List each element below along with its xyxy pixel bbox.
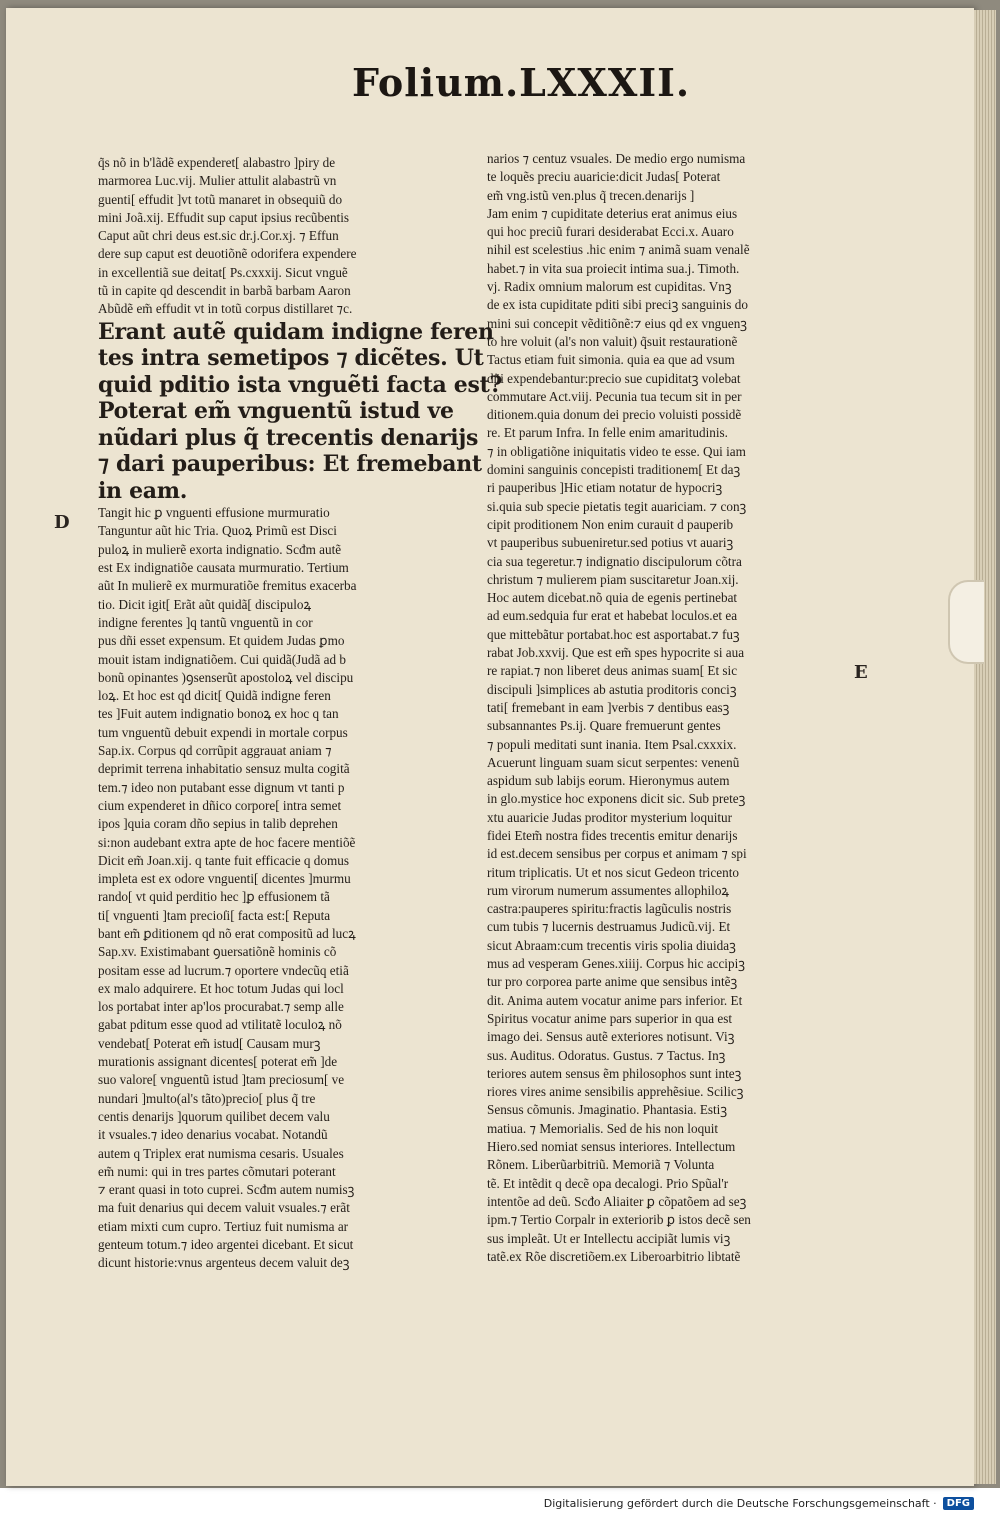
text-line: ti[ vnguenti ]tam precioſi[ facta est:[ Reputa [98, 907, 331, 923]
text-line: mouit istam indignatiõem. Cui quidã(Judã ad b [98, 651, 346, 667]
text-line: Jam enim ⁊ cupiditate deterius erat animus eius [487, 205, 738, 221]
text-line: mini sui concepit vẽditiõnẽ:⁊ eius qd ex vnguenꝫ [487, 315, 748, 331]
text-line: in excellentiã sue deitat[ Ps.cxxxij. Sicut vnguẽ [98, 264, 348, 280]
text-line: commutare Act.viij. Pecunia tua tecum sit in per [487, 388, 742, 404]
margin-letter-left: D [54, 512, 70, 533]
text-line: teriores autem sensus ẽm philosophos sunt inteꝫ [487, 1065, 742, 1081]
text-line: que mittebãtur portabat.hoc est asportabat.⁊ fuꝫ [487, 626, 740, 642]
text-line: discipuli ]simplices ab astutia proditoris conciꝫ [487, 681, 737, 697]
text-line: guenti[ effudit ]vt totũ manaret in obsequiũ do [98, 191, 343, 207]
text-line: bant em̃ ꝑditionem qd nõ erat compositũ ad lucꝝ [98, 926, 356, 941]
text-line: cia sua tegeretur.⁊ indignatio discipulorum cõtra [487, 553, 742, 569]
text-line: ri pauperibus ]Hic etiam notatur de hypocriꝫ [487, 480, 723, 496]
text-line: riores vires anime sensibilis apprehẽsiue. Scilicꝫ [487, 1084, 744, 1100]
text-line: centis denarijs ]quorum quilibet decem valu [98, 1108, 330, 1124]
text-line: dicunt historie:vnus argenteus decem valuit deꝫ [98, 1255, 350, 1271]
text-line: mus ad vesperam Genes.xiiij. Corpus hic accipiꝫ [487, 956, 745, 972]
text-line: ad eum.sedquia fur erat et habebat loculos.et ea [487, 608, 738, 624]
text-line: imago dei. Sensus autẽ exteriores notisunt. Viꝫ [487, 1029, 735, 1045]
text-line: Dicit em̃ Joan.xij. q tante fuit efficacie q domus [98, 852, 349, 868]
text-line: loꝝ. Et hoc est qd dicit[ Quidã indigne feren [98, 688, 331, 704]
text-line: em̃ vng.istũ ven.plus q̃ trecen.denarijs ] [487, 187, 695, 203]
text-line: qui hoc preciũ furari desiderabat Ecci.x. Auaro [487, 224, 734, 240]
text-line: Tactus etiam fuit simonia. quia ea que ad vsum [487, 352, 735, 368]
text-line: genteum totum.⁊ ideo argentei dicebant. Et sicut [98, 1237, 354, 1253]
text-line: est Ex indignatiõe causata murmuratio. Tertium [98, 560, 349, 576]
text-line: it vsuales.⁊ ideo denarius vocabat. Notandũ [98, 1127, 328, 1143]
left-text-column [98, 154, 503, 1273]
text-line: etiam mixti cum cupro. Tertiuz fuit numisma ar [98, 1218, 349, 1234]
text-line: indigne ferentes ]q tantũ vnguentũ in cor [98, 614, 313, 630]
text-line: tũ in capite qd descendit in barbã barbam Aaron [98, 283, 351, 299]
text-line: positam esse ad lucrum.⁊ oportere vndecũq etiã [98, 962, 349, 978]
text-line: tatẽ.ex Rõe discretiõem.ex Liberoarbitrio libtatẽ [487, 1248, 741, 1264]
text-line: si.quia sub specie pietatis tegit auariciam. ⁊ conꝫ [487, 498, 747, 514]
text-line: ⁊ in obligatiõne iniquitatis video te esse. Qui iam [487, 443, 746, 459]
text-line: pus dñi esset expensum. Et quidem Judas ꝑmo [98, 633, 345, 649]
text-line: ⁊ dari pauperibus: Et fremebant [98, 451, 482, 478]
text-line: intentõe ad deũ. Scđo Aliaiter ꝑ cõpatõem ad seꝫ [487, 1193, 747, 1209]
text-line: deprimit terrena inhabitatio sensuz multa cogitã [98, 761, 350, 777]
text-line: ex malo adquirere. Et hoc totum Judas qui locl [98, 980, 344, 996]
text-line: em̃ numi: qui in tres partes cõmutari poterant [98, 1163, 336, 1179]
page-edges [974, 10, 996, 1484]
text-line: impleta est ex odore vnguenti[ dicentes ]murmu [98, 871, 351, 887]
text-line: nundari ]multo(al's tãto)precio[ plus q̃ tre [98, 1090, 316, 1106]
text-line: bonũ opinantes )ꝯsenserũt apostoloꝝ vel discipu [98, 669, 354, 685]
text-line: rando[ vt quid perditio hec ]ꝑ effusionem tã [98, 889, 330, 905]
text-line: Hoc autem dicebat.nõ quia de egenis pertinebat [487, 590, 738, 606]
page-clip [948, 580, 984, 664]
text-line: sus impleãt. Ut er Intellectu accipiãt lumis viꝫ [487, 1230, 731, 1246]
text-line: narios ⁊ centuz vsuales. De medio ergo numisma [487, 151, 746, 166]
text-line: tes ]Fuit autem indignatio bonoꝝ ex hoc q tan [98, 706, 339, 722]
text-line: Spiritus vocatur anime pars superior in qua est [487, 1010, 733, 1026]
text-line: re. Et parum Infra. In felle enim amaritudinis. [487, 425, 728, 441]
text-line: mini Joã.xij. Effudit sup caput ipsius recũbentis [98, 209, 350, 225]
text-line: tati[ fremebant in eam ]verbis ⁊ dentibus easꝫ [487, 699, 730, 715]
text-line: dere sup caput est deuotiõnẽ odorifera expendere [98, 246, 357, 262]
text-line: to hre voluit (al's non valuit) q̃suit restaurationẽ [487, 333, 738, 349]
text-line: tes intra semetipos ⁊ dicẽtes. Ut [98, 345, 484, 372]
text-line: re rapiat.⁊ non liberet deus animas suam[ Et sic [487, 663, 738, 679]
text-line: te loquẽs preciu auaricie:dicit Judas[ Poterat [487, 169, 721, 185]
text-line: dit. Anima autem vocatur anime pars inferior. Et [487, 992, 743, 1008]
text-line: marmorea Luc.vij. Mulier attulit alabastrũ vn [98, 173, 337, 189]
text-line: ditionem.quia donum dei precio voluisti possidẽ [487, 407, 742, 423]
text-line: Hiero.sed nomiat sensus interiores. Intellectum [487, 1139, 736, 1155]
text-line: in glo.mystice hoc exponens dicit sic. Sub preteꝫ [487, 791, 746, 807]
text-line: christum ⁊ mulierem piam suscitaretur Joan.xij. [487, 571, 739, 587]
text-line: cum tubis ⁊ lucernis destruamus Judicũ.vij. Et [487, 919, 731, 935]
text-line: Acuerunt linguam suam sicut serpentes: venenũ [487, 754, 740, 770]
text-line: aũt In mulierẽ ex murmuratiõe fremitus exacerba [98, 578, 357, 594]
folio-heading: Folium.LXXXII. [352, 60, 691, 105]
text-line: los portabat inter ap'los procurabat.⁊ semp alle [98, 999, 344, 1015]
text-line: quid pditio ista vnguẽti facta est? [98, 371, 503, 398]
text-line: Caput aũt chri deus est.sic dr.j.Cor.xj. ⁊ Effun [98, 228, 339, 244]
text-line: suo valore[ vnguentũ istud ]tam preciosum[ ve [98, 1072, 345, 1088]
text-line: cium expenderet in dñico corpore[ intra semet [98, 797, 342, 813]
text-line: Sensus cõmunis. Jmaginatio. Phantasia. Estiꝫ [487, 1102, 728, 1118]
text-line: tẽ. Et intẽdit q decẽ opa decalogi. Prio Spũal'r [487, 1175, 729, 1191]
text-line: sus. Auditus. Odoratus. Gustus. ⁊ Tactus. Inꝫ [487, 1047, 726, 1063]
text-line: aspidum sub labijs eorum. Hieronymus autem [487, 773, 730, 789]
text-line: ipos ]quia coram dño sepius in talib deprehen [98, 816, 338, 832]
text-line: Rõnem. Liberũarbitriũ. Memoriã ⁊ Volunta [487, 1157, 715, 1173]
text-line: ma fuit denarius qui decem valuit vsuales.⁊ erãt [98, 1200, 350, 1216]
text-line: ipm.⁊ Tertio Corpalr in exteriorib ꝑ istos decẽ sen [487, 1212, 751, 1228]
text-line: fidei Etem̃ nostra fides trecentis emitur denarijs [487, 827, 738, 843]
text-line: ⁊ populi meditati sunt inania. Item Psal.cxxxix. [487, 736, 737, 752]
text-line: dñi expendebantur:precio sue cupiditatꝫ volebat [487, 370, 741, 386]
text-line: tum vnguentũ debuit expendi in mortale corpus [98, 724, 348, 740]
text-line: Poterat em̃ vnguentũ istud ve [98, 398, 454, 425]
footer-text: Digitalisierung gefördert durch die Deutsche Forschungsgemeinschaft · [543, 1497, 937, 1510]
text-line: habet.⁊ in vita sua proiecit intima sua.j. Timoth. [487, 260, 740, 276]
text-line: Abũdẽ em̃ effudit vt in totũ corpus distillaret ⁊c. [98, 301, 353, 317]
text-line: tur pro corporea parte anime que sensibus intẽꝫ [487, 974, 738, 990]
text-line: domini sanguinis concepisti traditionem[ Et daꝫ [487, 462, 741, 478]
text-line: gabat pditum esse quod ad vtilitatẽ loculoꝝ nõ [98, 1017, 342, 1033]
text-line: ritum triplicatis. Ut et nos sicut Gedeon tricento [487, 864, 739, 880]
text-line: autem q Triplex erat numisma cesaris. Usuales [98, 1145, 344, 1161]
text-line: Tangit hic ꝑ vnguenti effusione murmuratio [98, 505, 330, 521]
text-line: id est.decem sensibus per corpus et animam ⁊ spi [487, 846, 747, 862]
right-text-column [487, 150, 849, 1266]
text-line: vendebat[ Poterat em̃ istud[ Causam murꝫ [98, 1035, 321, 1051]
text-line: Erant autẽ quidam indigne feren [98, 318, 494, 345]
text-line: cipit proditionem Non enim curauit d pauperib [487, 516, 734, 532]
text-line: subsannantes Ps.ij. Quare fremuerunt gentes [487, 718, 721, 734]
text-line: de ex ista cupiditate pditi sibi preciꝫ sanguinis do [487, 297, 748, 313]
text-line: rabat Job.xxvij. Que est em̃ spes hypocrite si aua [487, 645, 745, 661]
text-line: tem.⁊ ideo non putabant esse dignum vt tanti p [98, 779, 345, 795]
dfg-logo: DFG [943, 1497, 974, 1510]
text-line: si:non audebant extra apte de hoc facere mentiõẽ [98, 834, 356, 850]
text-line: matiua. ⁊ Memorialis. Sed de his non loquit [487, 1120, 719, 1136]
text-line: nihil est scelestius .hic enim ⁊ animã suam venalẽ [487, 242, 750, 258]
text-line: puloꝝ in mulierẽ exorta indignatio. Scđm autẽ [98, 541, 342, 557]
text-line: xtu auaricie Judas proditor mysterium loquitur [487, 809, 733, 825]
text-line: Sap.xv. Existimabant ꝯuersatiõnẽ hominis cõ [98, 944, 337, 960]
text-line: rum virorum numerum assumentes allophiloꝝ [487, 882, 730, 898]
text-line: Sap.ix. Corpus qd corrũpit aggrauat aniam ⁊ [98, 743, 332, 759]
text-line: sicut Abraam:cum trecentis viris spolia diuidaꝫ [487, 937, 736, 953]
text-line: q̃s nõ in b'lãdẽ expenderet[ alabastro ]piry de [98, 155, 336, 170]
text-line: tio. Dicit igit[ Erãt aũt quidã[ discipuloꝝ [98, 596, 312, 612]
text-line: Tanguntur aũt hic Tria. Quoꝝ Primũ est Disci [98, 523, 337, 539]
margin-letter-right: E [854, 662, 868, 683]
text-line: vj. Radix omnium malorum est cupiditas. Vnꝫ [487, 279, 732, 295]
text-line: murationis assignant dicentes[ poterat em̃ ]de [98, 1054, 338, 1070]
text-line: ⁊ erant quasi in toto cuprei. Scđm autem numisꝫ [98, 1182, 355, 1198]
text-line: castra:pauperes spiritu:fractis lagũculis nostris [487, 901, 732, 917]
footer-credit [544, 1497, 974, 1510]
text-line: in eam. [98, 477, 188, 504]
text-line: vt pauperibus subueniretur.sed potius vt auariꝫ [487, 535, 734, 551]
text-line: nũdari plus q̃ trecentis denarijs [98, 424, 479, 451]
